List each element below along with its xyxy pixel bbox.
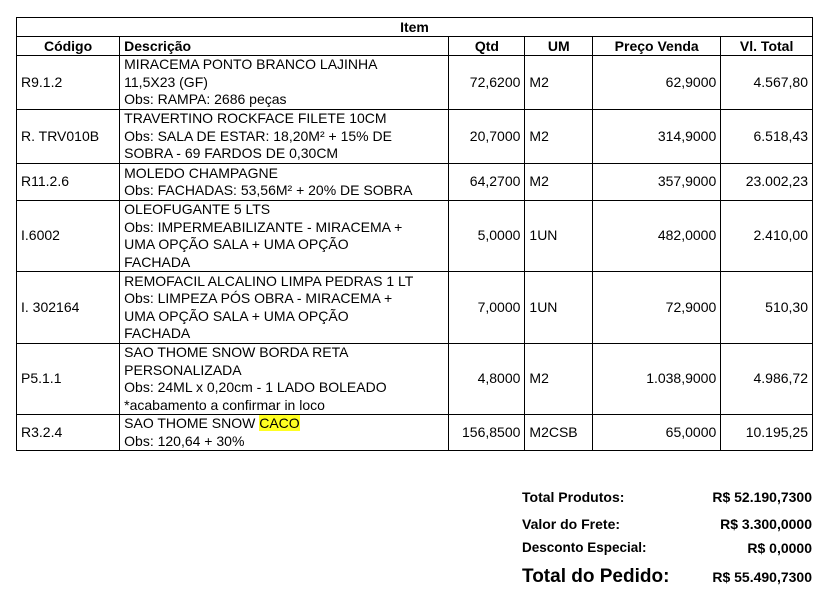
- row-vl-total: 4.986,72: [721, 344, 813, 415]
- row-code: R3.2.4: [17, 415, 120, 451]
- description-line: Obs: 24ML x 0,20cm - 1 LADO BOLEADO: [124, 379, 387, 395]
- row-code: R9.1.2: [17, 56, 120, 110]
- row-description: [120, 272, 449, 344]
- description-line: UMA OPÇÃO SALA + UMA OPÇÃO: [124, 236, 349, 252]
- description-line: Obs: 120,64 + 30%: [124, 432, 245, 449]
- row-vl-total: 23.002,23: [721, 164, 813, 201]
- total-pedido-label: Total do Pedido:: [522, 566, 670, 587]
- row-vl-total: 510,30: [721, 272, 813, 344]
- row-code: I.6002: [17, 201, 120, 272]
- description-line: Obs: FACHADAS: 53,56M² + 20% DE SOBRA: [124, 182, 413, 198]
- row-code: I. 302164: [17, 272, 120, 344]
- header-vl-total: Vl. Total: [721, 37, 813, 56]
- table-row: [17, 56, 813, 110]
- description-line: PERSONALIZADA: [124, 361, 242, 378]
- row-qtd: 7,0000: [449, 272, 525, 344]
- row-preco-venda: 357,9000: [593, 164, 721, 201]
- header-um: UM: [525, 37, 593, 56]
- row-um: M2: [525, 164, 593, 201]
- row-qtd: 64,2700: [449, 164, 525, 201]
- header-qtd: Qtd: [449, 37, 525, 56]
- table-row: [17, 201, 813, 272]
- row-um: M2: [525, 110, 593, 164]
- description-line: TRAVERTINO ROCKFACE FILETE 10CM: [124, 110, 387, 127]
- row-preco-venda: 482,0000: [593, 201, 721, 272]
- row-qtd: 20,7000: [449, 110, 525, 164]
- header-descricao: Descrição: [120, 37, 449, 56]
- row-vl-total: 10.195,25: [721, 415, 813, 451]
- row-um: 1UN: [525, 272, 593, 344]
- row-description: [120, 164, 449, 201]
- description-line: [124, 415, 444, 433]
- row-preco-venda: 1.038,9000: [593, 344, 721, 415]
- total-produtos-value: R$ 52.190,7300: [712, 489, 812, 505]
- row-preco-venda: 65,0000: [593, 415, 721, 451]
- row-um: M2: [525, 344, 593, 415]
- row-qtd: 4,8000: [449, 344, 525, 415]
- description-line: SAO THOME SNOW BORDA RETA: [124, 344, 349, 360]
- row-vl-total: 2.410,00: [721, 201, 813, 272]
- description-line: *acabamento a confirmar in loco: [124, 396, 325, 413]
- description-line: SOBRA - 69 FARDOS DE 0,30CM: [124, 145, 339, 162]
- description-line: Obs: RAMPA: 2686 peças: [124, 91, 287, 108]
- row-um: 1UN: [525, 201, 593, 272]
- description-line: Obs: SALA DE ESTAR: 18,20M² + 15% DE: [124, 127, 392, 144]
- description-line: FACHADA: [124, 325, 191, 341]
- total-pedido-value: R$ 55.490,7300: [712, 569, 812, 585]
- total-produtos-label: Total Produtos:: [522, 489, 625, 505]
- description-line: FACHADA: [124, 253, 191, 270]
- row-description: [120, 110, 449, 164]
- description-line: MIRACEMA PONTO BRANCO LAJINHA: [124, 56, 378, 73]
- row-preco-venda: 62,9000: [593, 56, 721, 110]
- row-code: P5.1.1: [17, 344, 120, 415]
- description-line: UMA OPÇÃO SALA + UMA OPÇÃO: [124, 307, 349, 324]
- description-line: Obs: IMPERMEABILIZANTE - MIRACEMA +: [124, 218, 403, 235]
- table-row: [17, 415, 813, 451]
- row-preco-venda: 314,9000: [593, 110, 721, 164]
- row-qtd: 5,0000: [449, 201, 525, 272]
- row-qtd: 72,6200: [449, 56, 525, 110]
- desconto-especial-value: R$ 0,0000: [747, 540, 812, 556]
- row-code: R. TRV010B: [17, 110, 120, 164]
- table-row: [17, 164, 813, 201]
- row-description: [120, 56, 449, 110]
- description-line: REMOFACIL ALCALINO LIMPA PEDRAS 1 LT: [124, 272, 414, 289]
- row-um: M2: [525, 56, 593, 110]
- description-line: 11,5X23 (GF): [124, 73, 208, 90]
- row-description: [120, 344, 449, 415]
- row-qtd: 156,8500: [449, 415, 525, 451]
- description-line: Obs: LIMPEZA PÓS OBRA - MIRACEMA +: [124, 290, 393, 306]
- row-code: R11.2.6: [17, 164, 120, 201]
- row-vl-total: 6.518,43: [721, 110, 813, 164]
- column-header-row: [17, 37, 813, 56]
- highlighted-text: CACO: [259, 415, 300, 431]
- header-codigo: Código: [17, 37, 120, 56]
- description-line: OLEOFUGANTE 5 LTS: [124, 201, 271, 217]
- table-row: [17, 110, 813, 164]
- header-preco-venda: Preço Venda: [593, 37, 721, 56]
- valor-frete-value: R$ 3.300,0000: [720, 516, 812, 532]
- valor-frete-label: Valor do Frete:: [522, 516, 621, 532]
- row-description: [120, 201, 449, 272]
- item-group-header: Item: [17, 18, 813, 37]
- desconto-especial-label: Desconto Especial:: [522, 540, 647, 555]
- description-text: SAO THOME SNOW: [124, 415, 260, 431]
- row-um: M2CSB: [525, 415, 593, 451]
- row-preco-venda: 72,9000: [593, 272, 721, 344]
- table-row: [17, 344, 813, 415]
- row-description: [120, 415, 449, 451]
- table-row: [17, 272, 813, 344]
- items-table: [16, 17, 813, 451]
- row-vl-total: 4.567,80: [721, 56, 813, 110]
- description-line: MOLEDO CHAMPAGNE: [124, 164, 278, 181]
- group-header-row: [17, 18, 813, 37]
